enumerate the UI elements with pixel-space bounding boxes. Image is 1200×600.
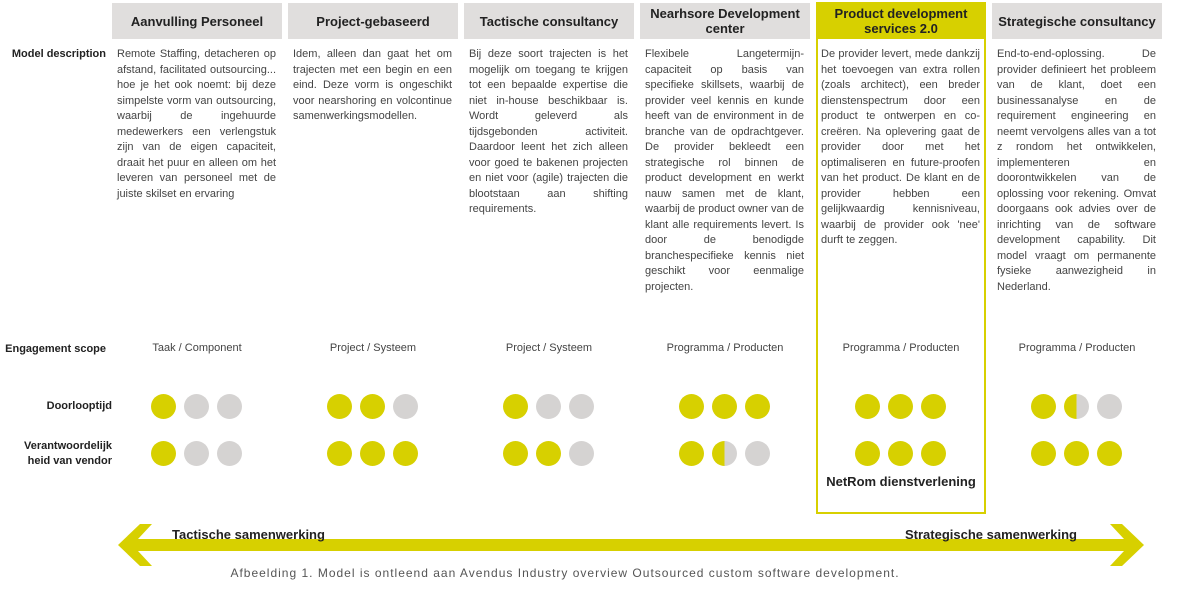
column-description: End-to-end-oplossing. De provider definieert het probleem van de klant, doet een businessanalyse en de requirement engineering en neemt vervolgens alles van a tot z rondom het ontwikkelen, implementeren en doorontwikkelen van de oplossing voor rekening. Omvat doorgaans ook advies over de inrichting van de software development capability. Dit model vraagt om permanente fysieke aanwezigheid in Nederland. xyxy=(997,48,1156,293)
rating-dot-full xyxy=(712,394,737,419)
verantwoordelijkheid-dots xyxy=(679,441,770,466)
arrow-right-label: Strategische samenwerking xyxy=(905,527,1077,542)
rating-dot-full xyxy=(393,441,418,466)
rating-dot-full xyxy=(888,394,913,419)
rating-dot-full xyxy=(855,441,880,466)
doorlooptijd-dots xyxy=(855,394,946,419)
doorlooptijd-dots xyxy=(679,394,770,419)
rating-dot-full xyxy=(921,441,946,466)
arrow-left-label: Tactische samenwerking xyxy=(172,527,325,542)
column-engagement-scope: Programma / Producten xyxy=(666,342,784,354)
rating-dot-full xyxy=(151,394,176,419)
rating-dot-empty xyxy=(393,394,418,419)
rating-dot-empty xyxy=(217,394,242,419)
rating-dot-full xyxy=(360,441,385,466)
column-header-strategische-consultancy: Strategische consultancy xyxy=(992,3,1162,39)
rating-dot-full xyxy=(1097,441,1122,466)
doorlooptijd-dots xyxy=(503,394,594,419)
column-description: Bij deze soort trajecten is het mogelijk om toegang te krijgen tot een bepaalde expertise die niet in-house beschikbaar is. Wordt geleverd als tijdsgebonden activiteit. Daardoor leent het zich alleen voor goed te bakenen projecten en niet voor (agile) trajecten die blootstaan aan shifting requirements. xyxy=(469,48,628,215)
row-label-doorlooptijd: Doorlooptijd xyxy=(46,400,112,412)
rating-dot-half xyxy=(1064,394,1089,419)
verantwoordelijkheid-dots xyxy=(327,441,418,466)
figure-caption: Afbeelding 1. Model is ontleend aan Avendus Industry overview Outsourced custom software development. xyxy=(230,566,900,580)
column-header-nearshore-development-center: Nearhsore Development center xyxy=(640,3,810,39)
row-label-model-description: Model description xyxy=(11,48,106,60)
rating-dot-full xyxy=(1064,441,1089,466)
doorlooptijd-dots xyxy=(151,394,242,419)
rating-dot-empty xyxy=(184,394,209,419)
rating-dot-full xyxy=(151,441,176,466)
rating-dot-empty xyxy=(184,441,209,466)
verantwoordelijkheid-dots xyxy=(151,441,242,466)
rating-dot-full xyxy=(1031,441,1056,466)
rating-dot-full xyxy=(536,441,561,466)
rating-dot-empty xyxy=(536,394,561,419)
column-header-tactische-consultancy: Tactische consultancy xyxy=(464,3,634,39)
column-engagement-scope: Project / Systeem xyxy=(505,342,593,354)
row-label-verantwoordelijkheid: Verantwoordelijk heid van vendor xyxy=(23,440,112,467)
rating-dot-full xyxy=(503,394,528,419)
column-description: Idem, alleen dan gaat het om trajecten met een begin en een eind. Deze vorm is ongeschikt voor nearshoring en volcontinue samenwerkingsmodellen. xyxy=(293,48,452,122)
rating-dot-full xyxy=(503,441,528,466)
rating-dot-empty xyxy=(569,394,594,419)
rating-dot-empty xyxy=(217,441,242,466)
rating-dot-full xyxy=(327,441,352,466)
rating-dot-full xyxy=(888,441,913,466)
column-header-aanvulling-personeel: Aanvulling Personeel xyxy=(112,3,282,39)
rating-dot-full xyxy=(679,394,704,419)
rating-dot-full xyxy=(327,394,352,419)
doorlooptijd-dots xyxy=(1031,394,1122,419)
rating-dot-full xyxy=(1031,394,1056,419)
verantwoordelijkheid-dots xyxy=(503,441,594,466)
column-engagement-scope: Project / Systeem xyxy=(329,342,417,354)
rating-dot-full xyxy=(855,394,880,419)
column-engagement-scope: Taak / Component xyxy=(152,342,242,354)
verantwoordelijkheid-dots xyxy=(855,441,946,466)
netrom-note: NetRom dienstverlening xyxy=(826,474,976,489)
rating-dot-empty xyxy=(569,441,594,466)
doorlooptijd-dots xyxy=(327,394,418,419)
column-header-product-development-services: Product development services 2.0 xyxy=(818,3,984,39)
column-description: Remote Staffing, detacheren op afstand, facilitated outsourcing... hoe je het ook noemt: bij deze simpelste vorm van outsourcing, waarbij de ingehuurde medewerkers een verlengstuk zijn van de eigen capaciteit, draait het puur en alleen om het leveren van personeel met de juiste skilset en ervaring xyxy=(117,48,276,200)
row-label-engagement-scope: Engagement scope xyxy=(5,343,106,355)
rating-dot-full xyxy=(921,394,946,419)
rating-dot-full xyxy=(745,394,770,419)
rating-dot-full xyxy=(360,394,385,419)
column-description: De provider levert, mede dankzij het toevoegen van extra rollen (zoals architect), een breder dienstenspectrum door een product te ontwerpen en co-creëren. Na oplevering gaat de provider door met het optimaliseren en future-proofen van het product. De klant en de provider hebben een gelijkwaardig kennisniveau, waarbij de provider ook 'nee' durft te zeggen. xyxy=(821,48,980,246)
column-description: Flexibele Langetermijn-capaciteit op basis van specifieke skillsets, waarbij de provider veel kennis en kunde heeft van de environment in de branche van de opdrachtgever. De provider bekleedt een strategische rol binnen de product development en werkt nauw samen met de klant, waarbij de product owner van de klant alle requirements levert. Is door de benodigde branchespecifieke kennis niet geschikt voor eenmalige projecten. xyxy=(645,48,804,293)
rating-dot-empty xyxy=(745,441,770,466)
rating-dot-half xyxy=(712,441,737,466)
rating-dot-full xyxy=(679,441,704,466)
column-engagement-scope: Programma / Producten xyxy=(1018,342,1136,354)
column-engagement-scope: Programma / Producten xyxy=(842,342,960,354)
rating-dot-empty xyxy=(1097,394,1122,419)
verantwoordelijkheid-dots xyxy=(1031,441,1122,466)
column-header-project-gebaseerd: Project-gebaseerd xyxy=(288,3,458,39)
